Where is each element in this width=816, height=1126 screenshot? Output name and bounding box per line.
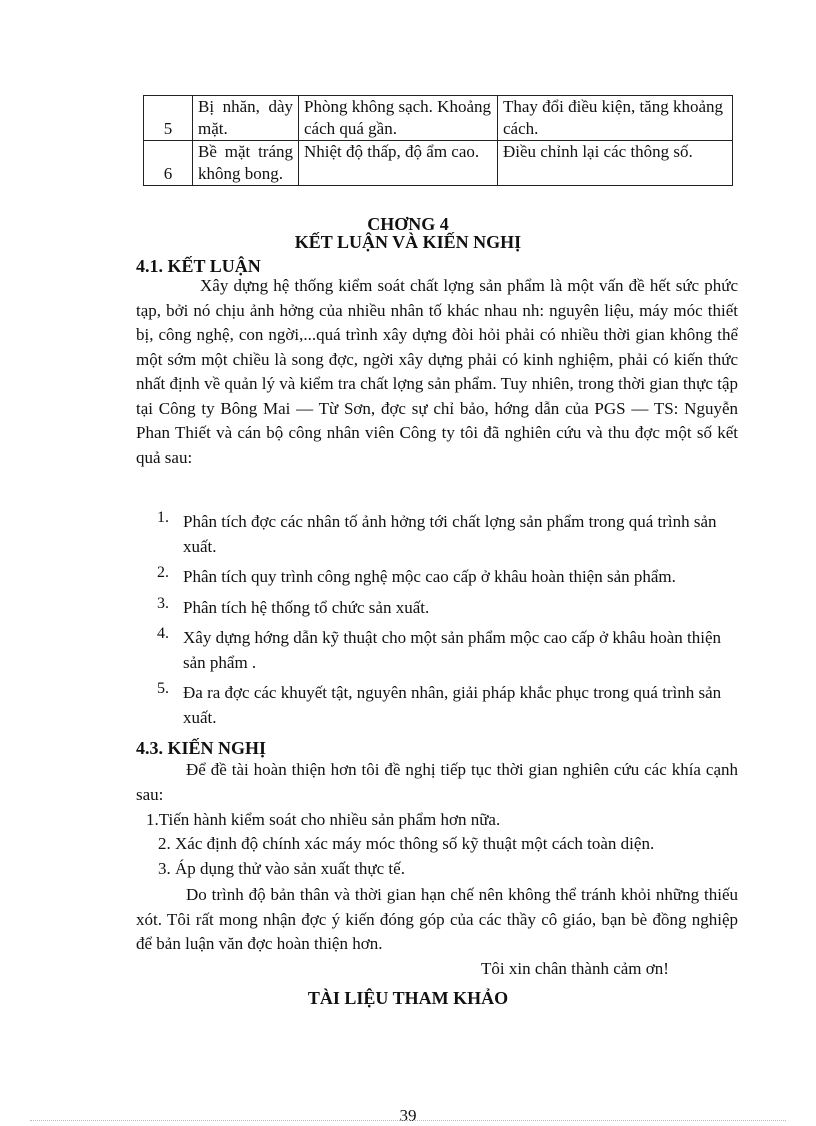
recommendation-intro: Để đề tài hoàn thiện hơn tôi đề nghị tiếp tục thời gian nghiên cứu các khía cạnh sau: bbox=[136, 760, 738, 804]
references-title: TÀI LIỆU THAM KHẢO bbox=[307, 988, 509, 1008]
chapter-title: KẾT LUẬN VÀ KIẾN NGHỊ bbox=[294, 232, 522, 252]
thanks-line: Tôi xin chân thành cảm ơn! bbox=[481, 959, 669, 978]
row-number: 5 bbox=[144, 96, 193, 141]
recommendation-item: 2. Xác định độ chính xác máy móc thông số kỹ thuật một cách toàn diện. bbox=[158, 834, 655, 853]
solution-cell: Thay đổi điều kiện, tăng khoảng cách. bbox=[498, 96, 733, 141]
recommendation-heading: 4.3. KIẾN NGHỊ bbox=[136, 738, 267, 758]
page-number: 39 bbox=[399, 1106, 417, 1125]
conclusion-paragraph: Xây dựng hệ thống kiểm soát chất lợng sản phẩm là một vấn đề hết sức phức tạp, bởi nó chịu ảnh hởng của nhiều nhân tố khác nhau nh: nguyên liệu, máy móc thiết bị, công nghệ, con ngời,...quá trình xây dựng đòi hỏi phải có nhiều thời gian không thể một sớm một chiều là song đợc, ngời xây dựng phải có kinh nghiệm, phải có kiến thức nhất định về quản lý và kiểm tra chất lợng sản phẩm. Tuy nhiên, trong thời gian thực tập tại Công ty Bông Mai — Từ Sơn, đợc sự chỉ bảo, hớng dẫn của PGS — TS: Nguyễn Phan Thiết và cán bộ công nhân viên Công ty tôi đã nghiên cứu và thu đợc một số kết quả sau: bbox=[136, 276, 738, 467]
closing-paragraph: Do trình độ bản thân và thời gian hạn chế nên không thể tránh khỏi những thiếu xót. Tôi rất mong nhận đợc ý kiến đóng góp của các thầy cô giáo, bạn bè đồng nghiệp để bản luận văn đợc hoàn thiện hơn. bbox=[136, 885, 738, 953]
defect-cell: Bề mặt tráng không bong. bbox=[193, 141, 299, 186]
table-row bbox=[144, 96, 733, 141]
list-item: 3. Phân tích hệ thống tổ chức sản xuất. bbox=[157, 594, 430, 617]
cause-cell: Phòng không sạch. Khoảng cách quá gần. bbox=[299, 96, 498, 141]
table-row bbox=[144, 141, 733, 186]
defects-table bbox=[143, 95, 733, 186]
list-item: 2. Phân tích quy trình công nghệ mộc cao cấp ở khâu hoàn thiện sản phẩm. bbox=[157, 564, 676, 586]
list-item: 5. Đa ra đợc các khuyết tật, nguyên nhân, giải pháp khắc phục trong quá trình sản xuất. bbox=[157, 680, 722, 727]
recommendation-item: 1.Tiến hành kiểm soát cho nhiều sản phẩm hơn nữa. bbox=[146, 810, 501, 829]
recommendation-item: 3. Áp dụng thử vào sản xuất thực tế. bbox=[158, 859, 405, 878]
conclusion-list bbox=[157, 510, 738, 736]
list-item: 4. Xây dựng hớng dẫn kỹ thuật cho một sản phẩm mộc cao cấp ở khâu hoàn thiện sản phẩm . bbox=[157, 625, 722, 672]
list-item: 1. Phân tích đợc các nhân tố ảnh hởng tới chất lợng sản phẩm trong quá trình sản xuất. bbox=[157, 509, 717, 556]
defect-cell: Bị nhăn, dày mặt. bbox=[193, 96, 299, 141]
conclusion-heading: 4.1. KẾT LUẬN bbox=[136, 256, 261, 276]
row-number: 6 bbox=[144, 141, 193, 186]
footer-divider bbox=[30, 1120, 786, 1121]
cause-cell: Nhiệt độ thấp, độ ẩm cao. bbox=[299, 141, 498, 186]
solution-cell: Điều chỉnh lại các thông số. bbox=[498, 141, 733, 186]
chapter-number: CHƠNG 4 bbox=[367, 214, 449, 234]
